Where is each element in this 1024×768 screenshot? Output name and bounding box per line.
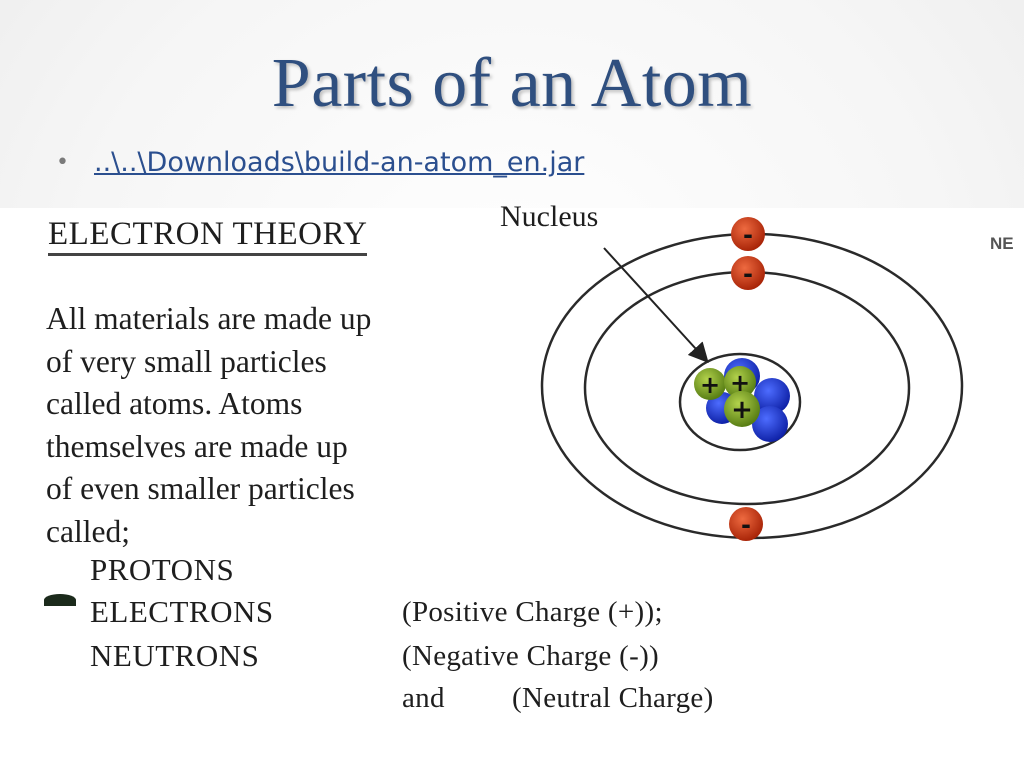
- charge-neutral: (Neutral Charge): [512, 682, 714, 714]
- paragraph-line: All materials are made up: [46, 301, 372, 336]
- charge-positive: (Positive Charge (+));: [402, 596, 663, 628]
- paragraph-line: themselves are made up: [46, 428, 348, 464]
- paragraph-line: called;: [46, 513, 130, 549]
- paragraph-line: of even smaller particles: [46, 471, 355, 506]
- paragraph-line: called atoms. Atoms: [46, 386, 303, 421]
- proton-sign: +: [731, 395, 753, 425]
- bullet-dot: •: [56, 149, 69, 175]
- slide-title: Parts of an Atom: [271, 45, 753, 122]
- figure-heading: ELECTRON THEORY: [48, 216, 367, 256]
- bullet-row: [56, 142, 584, 182]
- particle-neutrons: NEUTRONS: [90, 638, 260, 673]
- atom-diagram: [0, 208, 1024, 768]
- cutoff-label: NE: [990, 234, 1014, 253]
- electron-sign: -: [743, 221, 753, 249]
- and-word: and: [402, 682, 445, 714]
- particle-protons: PROTONS: [90, 552, 235, 587]
- paragraph-line: of very small particles: [46, 343, 327, 379]
- jar-file-link[interactable]: ..\..\Downloads\build-an-atom_en.jar: [94, 146, 585, 178]
- nucleus-arrow: [604, 248, 706, 360]
- particle-electrons: ELECTRONS: [90, 594, 274, 629]
- proton-sign: +: [729, 369, 751, 397]
- nucleus-label: Nucleus: [500, 200, 599, 233]
- charge-negative: (Negative Charge (-)): [402, 640, 659, 672]
- electron-sign: -: [741, 511, 751, 539]
- electron-theory-figure: [0, 200, 1024, 768]
- electron-sign: -: [743, 260, 753, 288]
- proton-sign: +: [699, 371, 721, 399]
